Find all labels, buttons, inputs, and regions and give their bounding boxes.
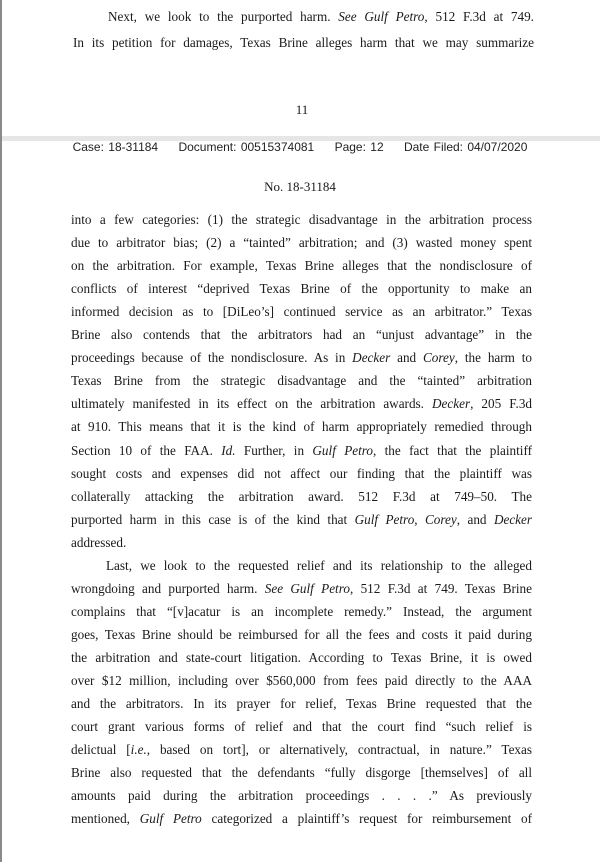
text-line: goes, Texas Brine should be reimbursed for all the fees and costs it paid during: [71, 626, 532, 642]
text-line: addressed.: [71, 534, 127, 550]
docket-number: No. 18-31184: [264, 179, 336, 194]
text-line: at 910. This means that it is the kind of harm appropriately remedied through: [71, 419, 532, 435]
text-line: on the arbitration. For example, Texas Brine alleges that the nondisclosure of: [71, 258, 532, 274]
text-line: purported harm in this case is of the kind that Gulf Petro, Corey, and Decker: [71, 511, 533, 527]
case-number: Case: 18-31184: [72, 140, 159, 154]
text-line: the arbitration and state-court litigation. According to Texas Brine, it is owed: [71, 649, 532, 665]
text-line: Next, we look to the purported harm. See Gulf Petro, 512 F.3d at 749.: [108, 9, 534, 24]
document-number: Document: 00515374081: [178, 140, 315, 154]
text-line: collaterally attacking the arbitration award. 512 F.3d at 749–50. The: [71, 488, 532, 504]
text-line: due to arbitrator bias; (2) a “tainted” arbitration; and (3) wasted money spent: [71, 235, 532, 251]
text-line: complains that “[v]acatur is an incomplete remedy.” Instead, the argument: [71, 603, 532, 619]
text-line: Last, we look to the requested relief and its relationship to the alleged: [106, 557, 532, 573]
text-line: amounts paid during the arbitration proceedings . . . .” As previously: [71, 788, 532, 804]
text-line: Section 10 of the FAA. Id. Further, in Gulf Petro, the fact that the plaintiff: [71, 442, 532, 458]
text-line: and the arbitrators. In its prayer for relief, Texas Brine requested that the: [71, 696, 532, 712]
page-label: Page: 12: [334, 140, 384, 154]
text-line: ultimately manifested in its effect on the arbitration awards. Decker, 205 F.3d: [71, 396, 533, 412]
text-line: over $12 million, including over $560,000 from fees paid directly to the AAA: [71, 673, 532, 688]
text-line: proceedings because of the nondisclosure. As in Decker and Corey, the harm to: [71, 350, 533, 366]
text-line: sought costs and expenses did not affect our finding that the plaintiff was: [71, 465, 532, 481]
text-line: In its petition for damages, Texas Brine alleges harm that we may summarize: [73, 35, 534, 50]
date-filed: Date Filed: 04/07/2020: [403, 140, 528, 154]
text-line: Brine also contends that the arbitrators had an “unjust advantage” in the: [71, 327, 532, 343]
text-line: court grant various forms of relief and that the court find “such relief is: [71, 719, 532, 735]
previous-page: [2, 0, 600, 136]
text-line: into a few categories: (1) the strategic disadvantage in the arbitration process: [71, 212, 532, 227]
page-number: 11: [295, 102, 309, 117]
text-line: informed decision as to [DiLeo’s] continued service as an arbitrator.” Texas: [71, 304, 532, 320]
text-line: wrongdoing and purported harm. See Gulf Petro, 512 F.3d at 749. Texas Brine: [71, 580, 532, 596]
text-line: Brine also requested that the defendants “fully disgorge [themselves] of all: [71, 765, 532, 781]
text-line: delictual [i.e., based on tort], or alternatively, contractual, in nature.” Texas: [71, 742, 533, 758]
text-line: conflicts of interest “deprived Texas Brine of the opportunity to make an: [71, 281, 532, 297]
text-line: Texas Brine from the strategic disadvantage and the “tainted” arbitration: [71, 373, 532, 389]
ecf-header: [0, 140, 600, 154]
text-line: mentioned, Gulf Petro categorized a plaintiff’s request for reimbursement of: [71, 811, 532, 827]
